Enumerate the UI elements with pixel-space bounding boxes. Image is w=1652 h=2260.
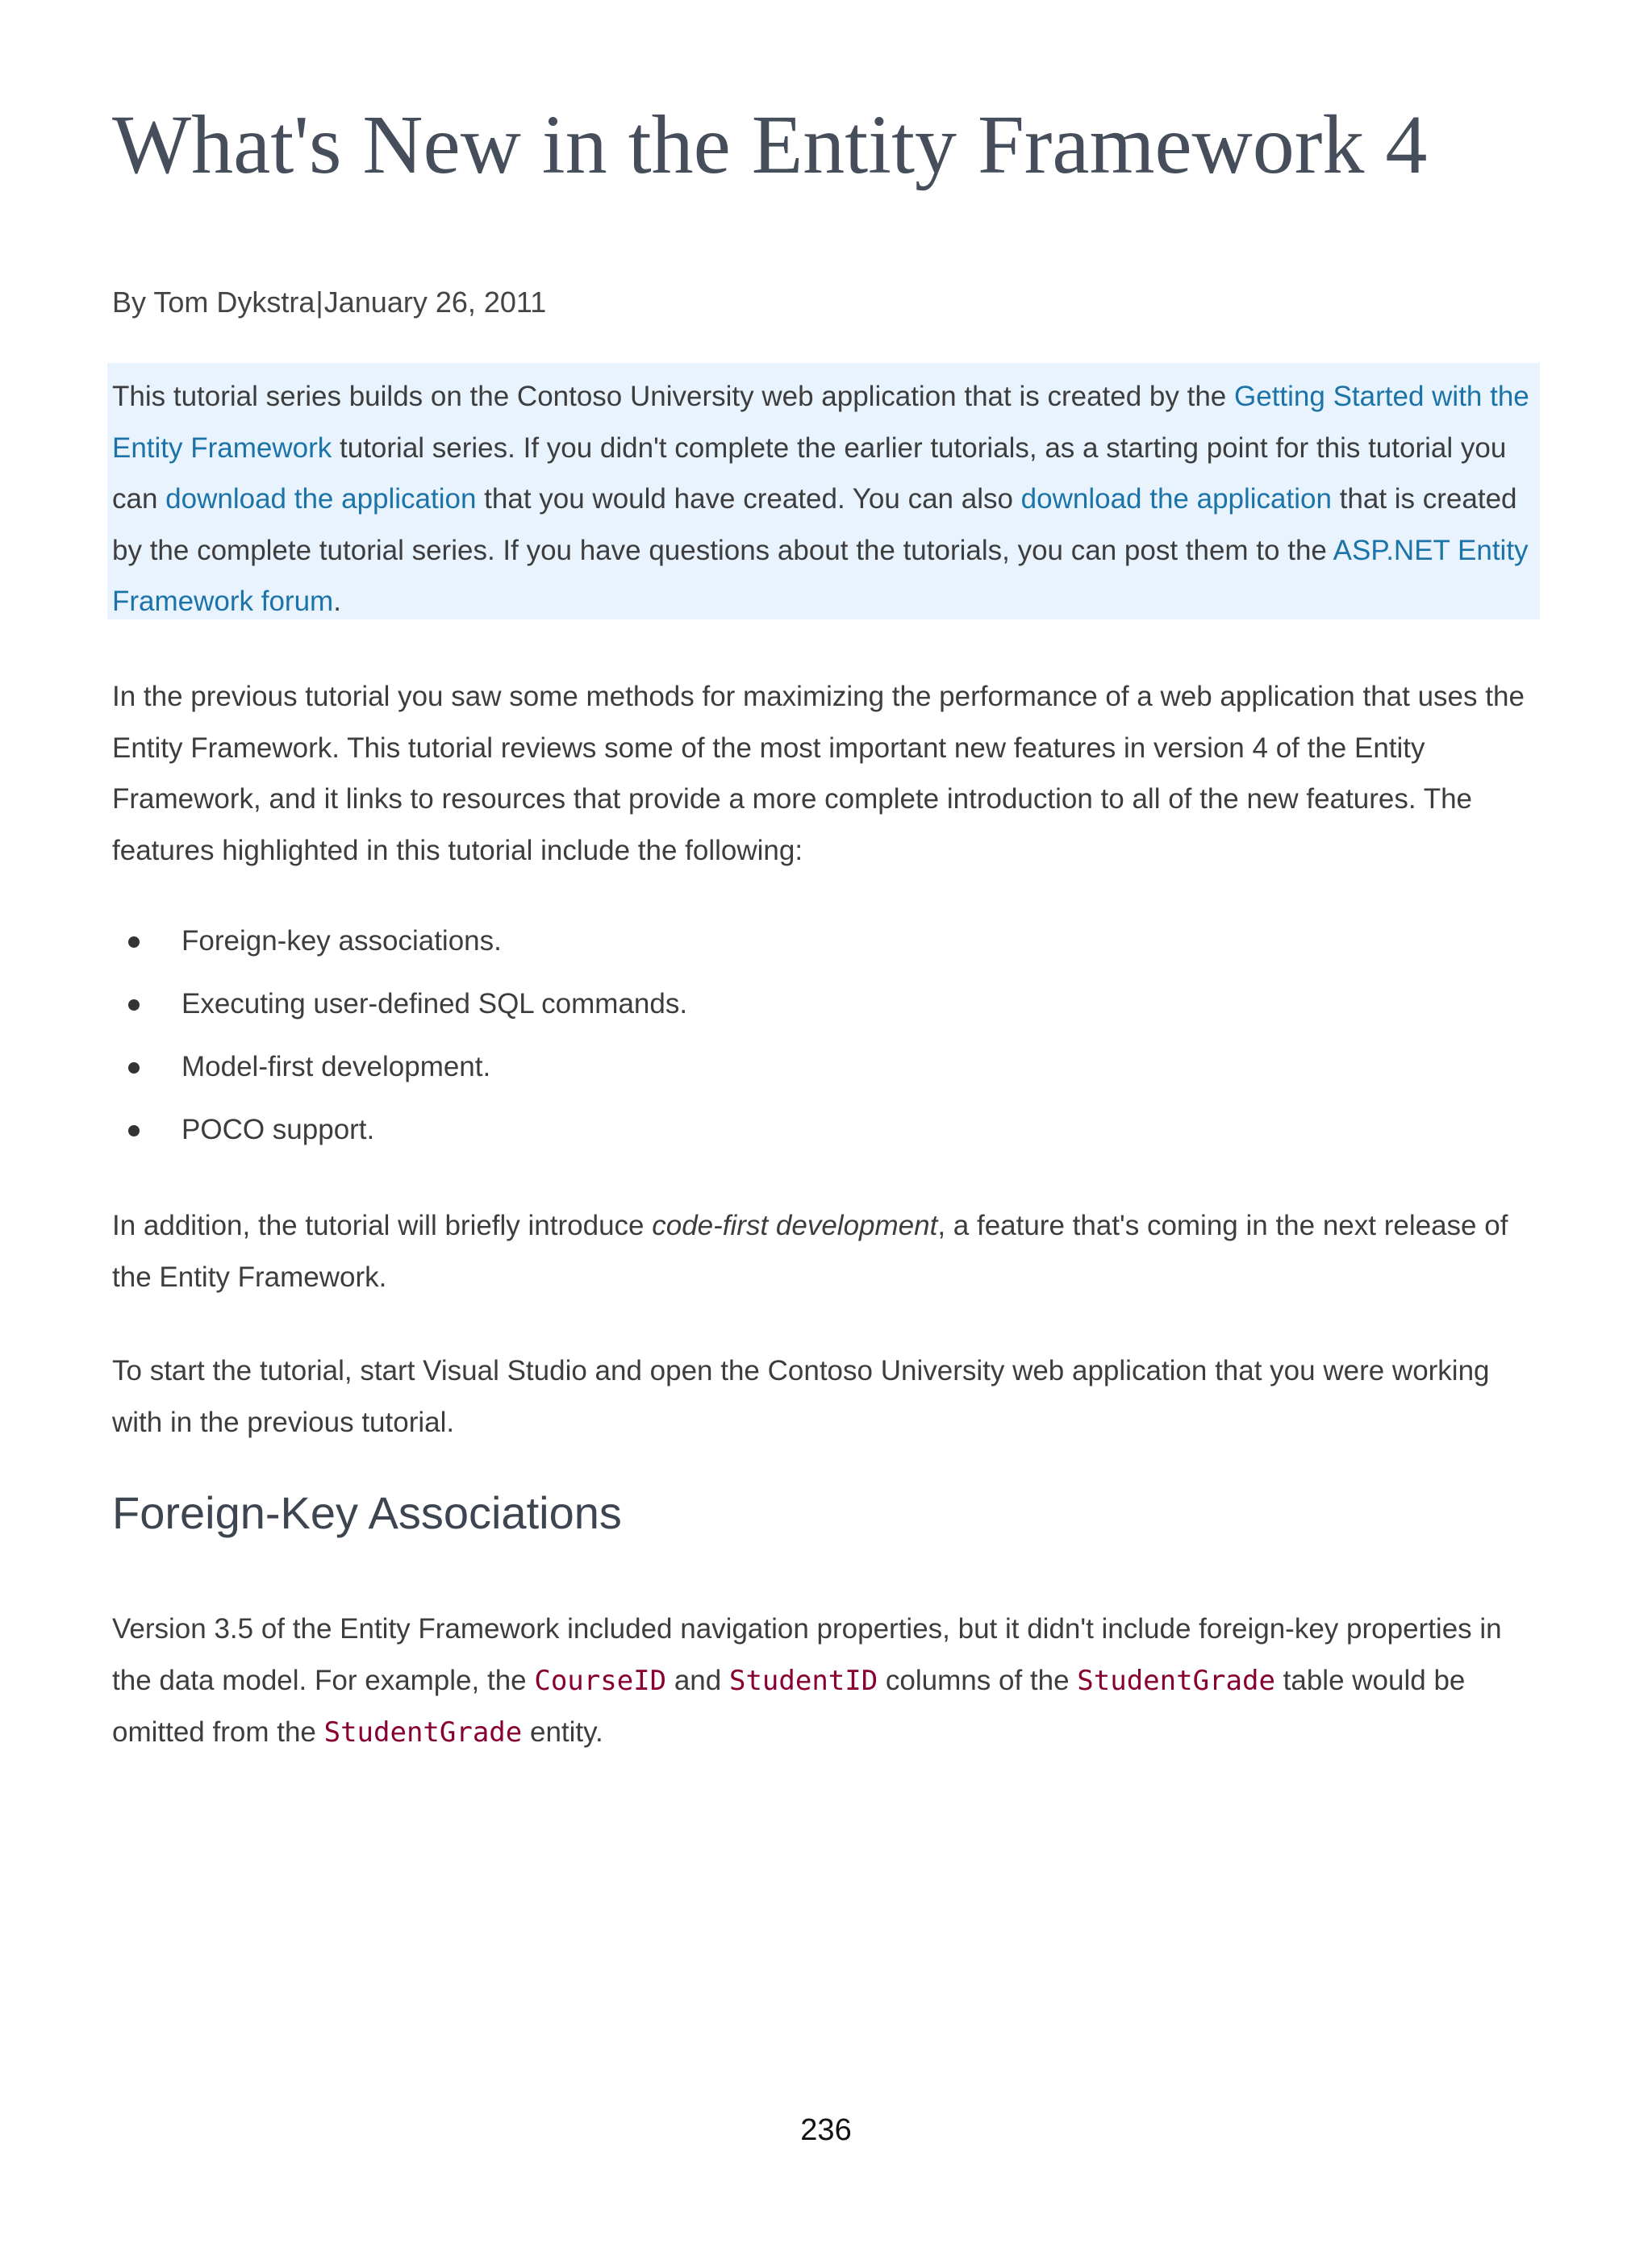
byline [112,284,546,321]
paragraph-foreign-key-text-3: columns of the [878,1664,1078,1696]
intro-text-5: . [333,586,341,617]
bullet-icon [128,1062,140,1074]
paragraph-foreign-key-text-4: table would be omitted from the [112,1664,1466,1748]
bullet-icon [128,936,140,948]
intro-text-4: that is created by the complete tutorial series. If you have questions about the tutorials, you can post them to the [112,483,1517,566]
section-heading: Foreign-Key Associations [112,1487,622,1538]
intro-paragraph [112,371,1535,628]
download-complete-application-link[interactable]: download the application [1020,483,1332,515]
list-item [112,973,687,1036]
getting-started-link[interactable]: Getting Started with the Entity Framework [112,381,1529,464]
list-item [112,1099,687,1161]
intro-text-1: This tutorial series builds on the Contoso University web application that is created by the [112,381,1234,412]
code-courseid: CourseID [534,1664,667,1697]
intro-callout [107,363,1540,619]
paragraph-code-first-text-2: , a feature that's coming in the next release of the Entity Framework. [112,1210,1508,1293]
feature-list [112,910,687,1161]
code-studentgrade-entity: StudentGrade [323,1716,523,1749]
byline-separator: | [315,286,323,319]
bullet-icon [128,999,140,1011]
paragraph-code-first [112,1200,1540,1303]
emphasis-code-first-development: code-first development [652,1210,938,1241]
publish-date: January 26, 2011 [323,286,547,319]
intro-text-3: that you would have created. You can also [476,483,1021,515]
page-title: What's New in the Entity Framework 4 [112,98,1428,191]
paragraph-foreign-key-text-1: Version 3.5 of the Entity Framework included navigation properties, but it didn't include foreign-key properties in the data model. For example, the [112,1613,1502,1696]
download-application-link[interactable]: download the application [165,483,477,515]
page-number: 236 [800,2113,852,2147]
code-studentid: StudentID [728,1664,878,1697]
paragraph-code-first-text-1: In addition, the tutorial will briefly introduce [112,1210,653,1241]
list-item-label: Foreign-key associations. [181,925,502,957]
list-item-label: POCO support. [181,1114,375,1145]
paragraph-foreign-key [112,1603,1548,1759]
paragraph-foreign-key-text-2: and [666,1664,729,1696]
list-item [112,1036,687,1099]
paragraph-foreign-key-text-5: entity. [522,1716,603,1748]
forum-link[interactable]: ASP.NET Entity Framework forum [112,534,1529,617]
code-studentgrade-table: StudentGrade [1077,1664,1275,1697]
author: By Tom Dykstra [112,286,315,319]
paragraph-start-tutorial: To start the tutorial, start Visual Studio and open the Contoso University web application that you were working with in the previous tutorial. [112,1355,1490,1438]
list-item [112,910,687,973]
intro-text-2: tutorial series. If you didn't complete the earlier tutorials, as a starting point for this tutorial you can [112,432,1507,515]
list-item-label: Executing user-defined SQL commands. [181,988,688,1020]
paragraph-previous-tutorial: In the previous tutorial you saw some methods for maximizing the performance of a web application that uses the Entity Framework. This tutorial reviews some of the most important new features in version 4 of the Entity Framework, and it links to resources that provide a more complete introduction to all of the new features. The features highlighted in this tutorial include the following: [112,681,1525,866]
list-item-label: Model-first development. [181,1051,491,1082]
bullet-icon [128,1125,140,1136]
